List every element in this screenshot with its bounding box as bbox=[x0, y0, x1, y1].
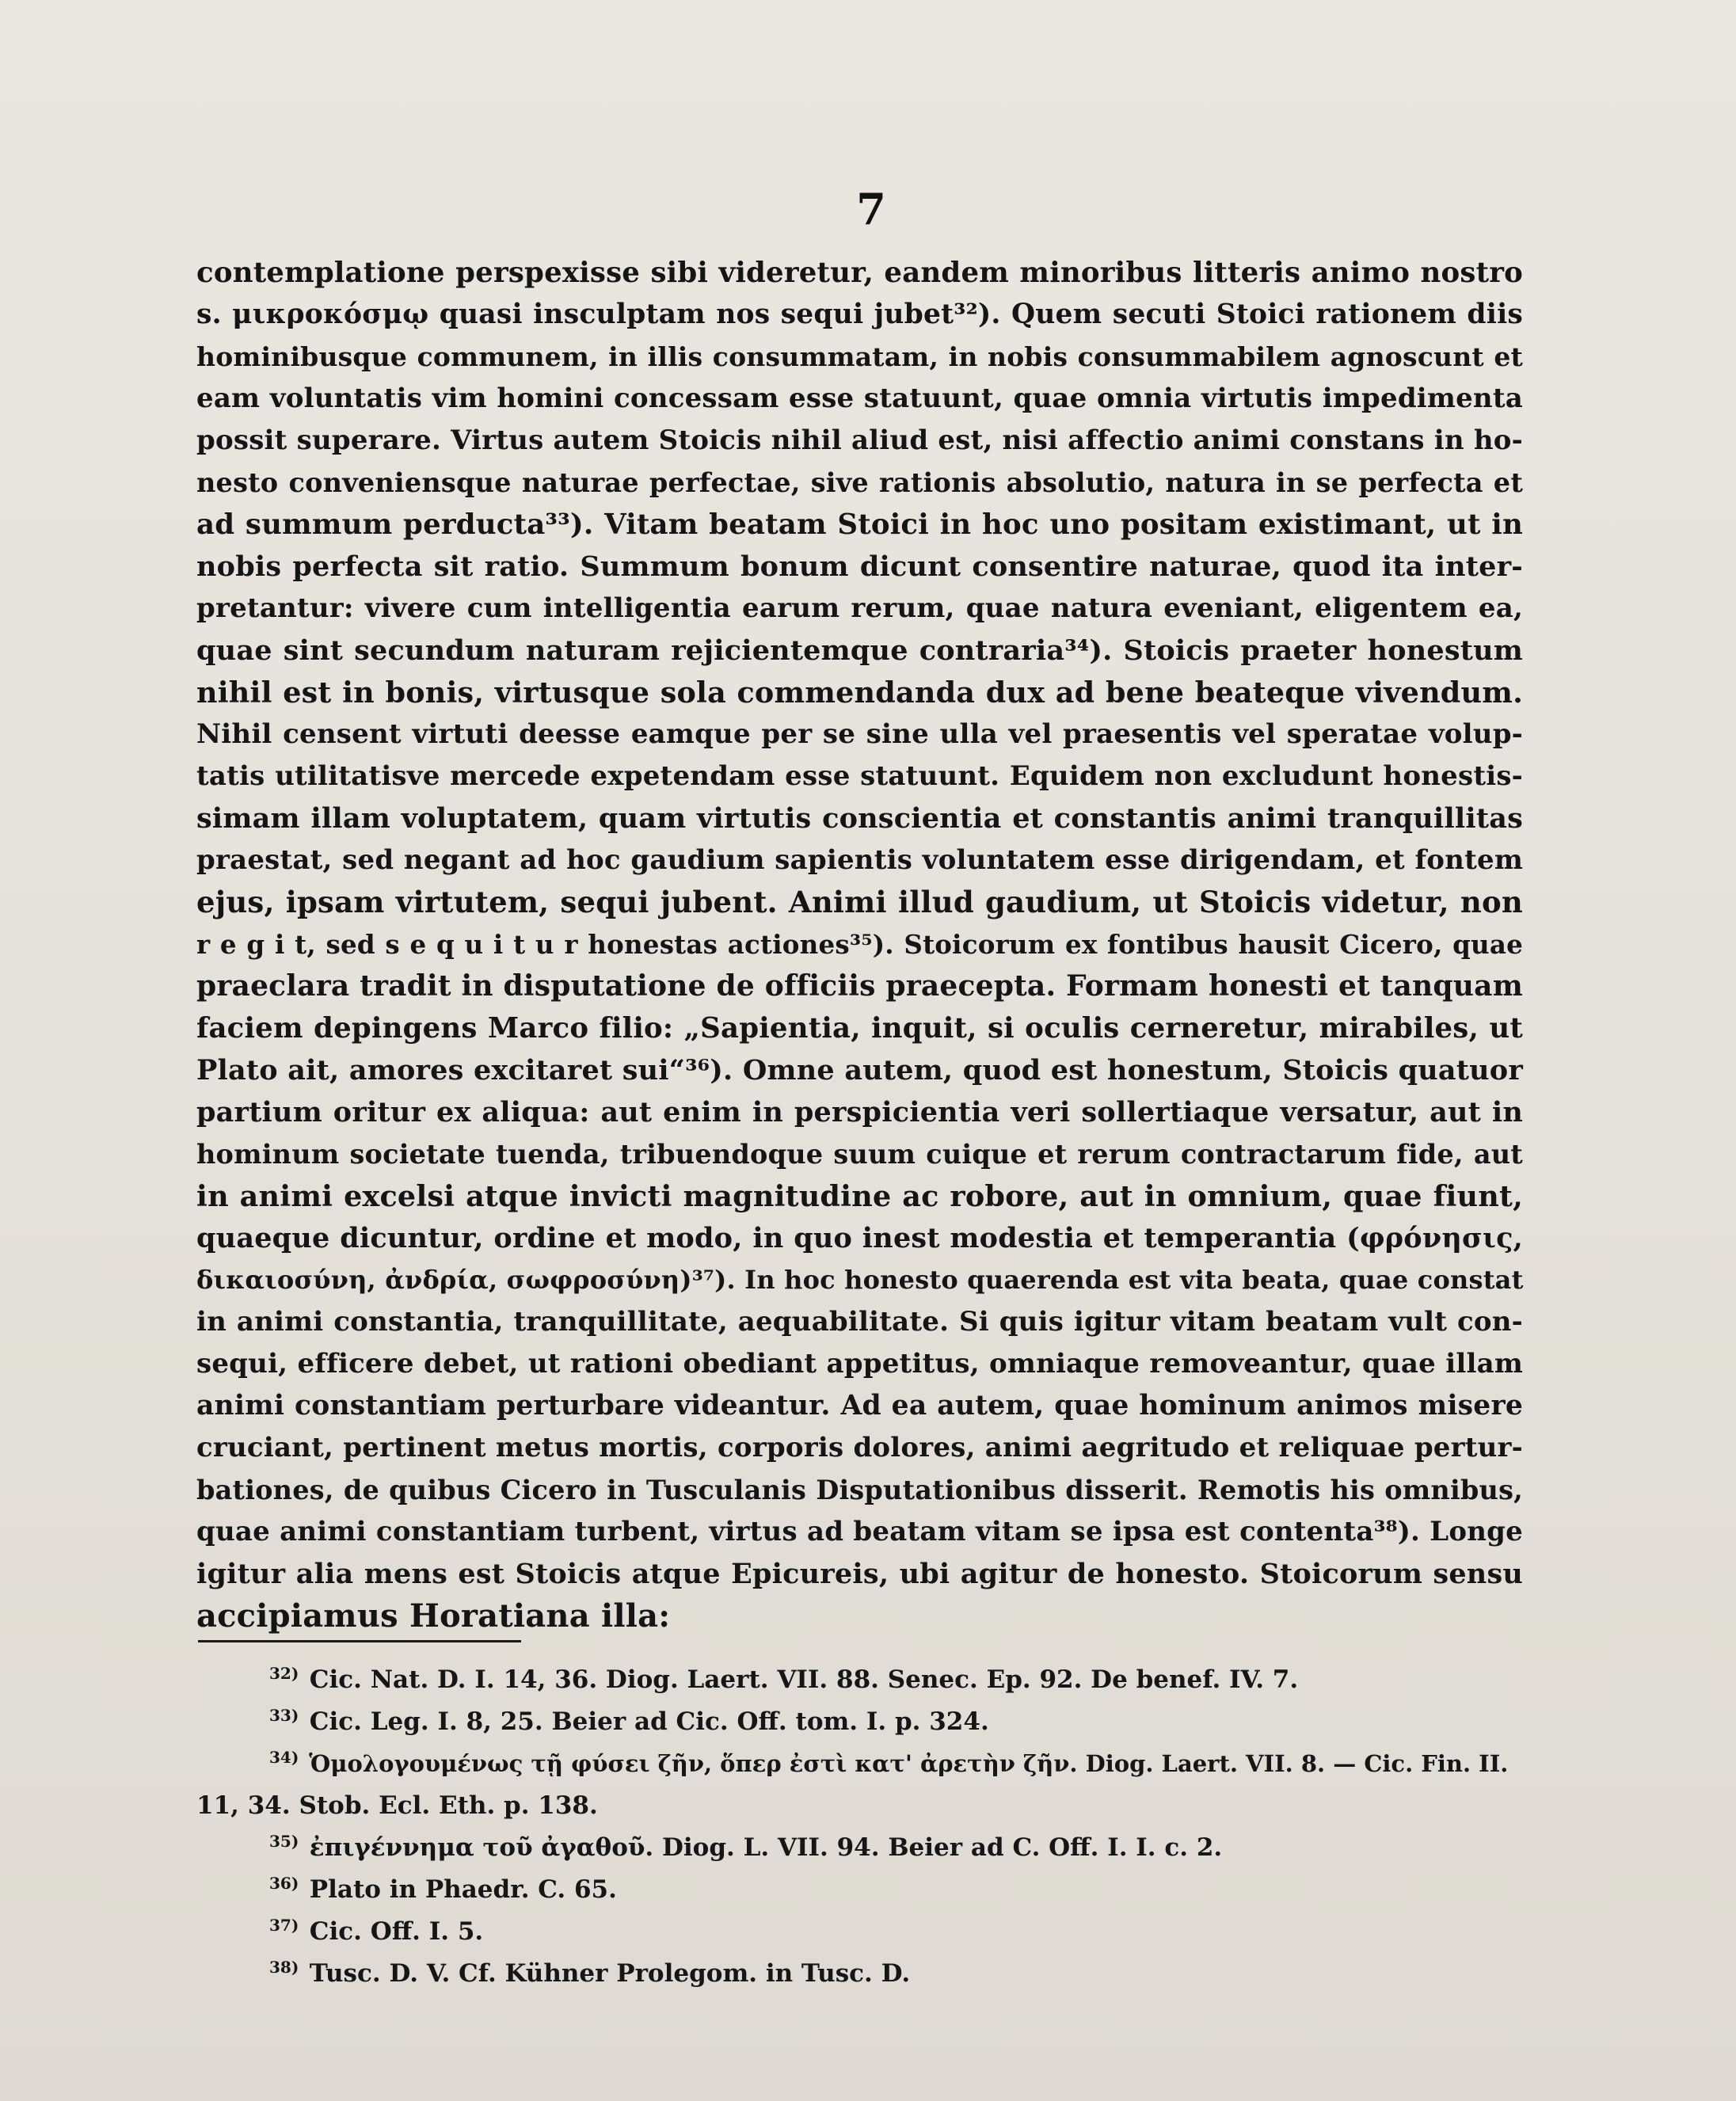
text-line: cruciant, pertinent metus mortis, corporis dolores, animi aegritudo et reliquae pertur- bbox=[196, 1432, 1523, 1463]
footnote-text: Ὁμολογουμένως τῇ φύσει ζῆν, ὅπερ ἐστὶ κατ' ἀρετὴν ζῆν. Diog. Laert. VII. 8. — Cic. Fin. II. bbox=[309, 1750, 1509, 1777]
text-line: s. μικροκόσμῳ quasi insculptam nos sequi jubet³²). Quem secuti Stoici rationem diis bbox=[196, 299, 1523, 330]
footnote: 34) Ὁμολογουμένως τῇ φύσει ζῆν, ὅπερ ἐστὶ κατ' ἀρετὴν ζῆν. Diog. Laert. VII. 8. — Cic. Fin. II. bbox=[269, 1748, 1509, 1777]
text-line: nesto conveniensque naturae perfectae, sive rationis absolutio, natura in se perfecta et bbox=[196, 467, 1523, 498]
text-line: quae animi constantiam turbent, virtus ad beatam vitam se ipsa est contenta³⁸). Longe bbox=[196, 1516, 1523, 1547]
text-line: δικαιοσύνη, ἀνδρία, σωφροσύνη)³⁷). In hoc honesto quaerenda est vita beata, quae constat bbox=[196, 1265, 1524, 1295]
text-line: nobis perfecta sit ratio. Summum bonum dicunt consentire naturae, quod ita inter- bbox=[196, 550, 1523, 583]
text-line: nihil est in bonis, virtusque sola commendanda dux ad bene beateque vivendum. bbox=[196, 676, 1523, 710]
footnote: 37) Cic. Off. I. 5. bbox=[269, 1915, 484, 1946]
text-line: faciem depingens Marco filio: „Sapientia, inquit, si oculis cerneretur, mirabiles, ut bbox=[196, 1012, 1523, 1045]
text-line: accipiamus Horatiana illa: bbox=[196, 1597, 671, 1635]
footnote-text: Cic. Nat. D. I. 14, 36. Diog. Laert. VII. 88. Senec. Ep. 92. De benef. IV. 7. bbox=[309, 1665, 1299, 1694]
footnote: 38) Tusc. D. V. Cf. Kühner Prolegom. in Tusc. D. bbox=[269, 1957, 911, 1988]
text-line: eam voluntatis vim homini concessam esse statuunt, quae omnia virtutis impedimenta bbox=[196, 383, 1523, 414]
footnote-text: Tusc. D. V. Cf. Kühner Prolegom. in Tusc. D. bbox=[309, 1959, 911, 1988]
text-line: hominum societate tuenda, tribuendoque suum cuique et rerum contractarum fide, aut bbox=[196, 1139, 1523, 1170]
text-line: praestat, sed negant ad hoc gaudium sapientis voluntatem esse dirigendam, et fontem bbox=[196, 844, 1523, 876]
text-line: partium oritur ex aliqua: aut enim in perspicientia veri sollertiaque versatur, aut in bbox=[196, 1096, 1523, 1129]
footnote: 33) Cic. Leg. I. 8, 25. Beier ad Cic. Off. tom. I. p. 324. bbox=[269, 1705, 989, 1736]
text-line: quae sint secundum naturam rejicientemque contraria³⁴). Stoicis praeter honestum bbox=[196, 634, 1523, 667]
text-line: contemplatione perspexisse sibi videretur, eandem minoribus litteris animo nostro bbox=[196, 257, 1523, 289]
footnote-text: Cic. Off. I. 5. bbox=[309, 1917, 484, 1946]
text-line: ejus, ipsam virtutem, sequi jubent. Animi illud gaudium, ut Stoicis videtur, non bbox=[196, 885, 1523, 919]
text-line: hominibusque communem, in illis consummatam, in nobis consummabilem agnoscunt et bbox=[196, 341, 1523, 372]
footnote: 36) Plato in Phaedr. C. 65. bbox=[269, 1873, 617, 1904]
text-line: animi constantiam perturbare videantur. Ad ea autem, quae hominum animos misere bbox=[196, 1390, 1523, 1422]
footnotes bbox=[196, 1659, 1523, 1995]
text-line: simam illam voluptatem, quam virtutis conscientia et constantis animi tranquillitas bbox=[196, 802, 1523, 835]
text-line: pretantur: vivere cum intelligentia earum rerum, quae natura eveniant, eligentem ea, bbox=[196, 592, 1523, 624]
footnote-divider bbox=[198, 1640, 521, 1642]
text-line: sequi, efficere debet, ut rationi obediant appetitus, omniaque removeantur, quae illam bbox=[196, 1348, 1523, 1380]
footnote-text: Plato in Phaedr. C. 65. bbox=[309, 1875, 617, 1904]
text-line: bationes, de quibus Cicero in Tusculanis Disputationibus disserit. Remotis his omnibus, bbox=[196, 1475, 1523, 1505]
page-number: 7 bbox=[856, 184, 886, 234]
footnote-text: 11, 34. Stob. Ecl. Eth. p. 138. bbox=[196, 1791, 598, 1820]
text-line: quaeque dicuntur, ordine et modo, in quo inest modestia et temperantia (φρόνησις, bbox=[196, 1222, 1523, 1254]
footnote: 35) ἐπιγέννημα τοῦ ἀγαθοῦ. Diog. L. VII. 94. Beier ad C. Off. I. I. c. 2. bbox=[269, 1831, 1223, 1862]
footnote-continuation bbox=[196, 1785, 1523, 1827]
text-line: praeclara tradit in disputatione de officiis praecepta. Formam honesti et tanquam bbox=[196, 969, 1523, 1003]
text-line: Nihil censent virtuti deesse eamque per se sine ulla vel praesentis vel speratae volup- bbox=[196, 718, 1523, 750]
text-line: in animi excelsi atque invicti magnitudine ac robore, aut in omnium, quae fiunt, bbox=[196, 1179, 1523, 1213]
body-text bbox=[196, 252, 1523, 1637]
text-line: in animi constantia, tranquillitate, aequabilitate. Si quis igitur vitam beatam vult con- bbox=[196, 1306, 1523, 1338]
text-line: Plato ait, amores excitaret sui“³⁶). Omne autem, quod est honestum, Stoicis quatuor bbox=[196, 1054, 1523, 1087]
text-line: possit superare. Virtus autem Stoicis nihil aliud est, nisi affectio animi constans in ho- bbox=[196, 424, 1523, 456]
text-line: tatis utilitatisve mercede expetendam esse statuunt. Equidem non excludunt honestis- bbox=[196, 760, 1523, 792]
footnote: 32) Cic. Nat. D. I. 14, 36. Diog. Laert. VII. 88. Senec. Ep. 92. De benef. IV. 7. bbox=[269, 1663, 1299, 1694]
footnote-text: ἐπιγέννημα τοῦ ἀγαθοῦ. Diog. L. VII. 94. Beier ad C. Off. I. I. c. 2. bbox=[309, 1833, 1223, 1862]
text-line: r e g i t, sed s e q u i t u r honestas actiones³⁵). Stoicorum ex fontibus hausit Cicero, quae bbox=[196, 929, 1523, 960]
text-line: ad summum perducta³³). Vitam beatam Stoici in hoc uno positam existimant, ut in bbox=[196, 508, 1523, 541]
text-line: igitur alia mens est Stoicis atque Epicureis, ubi agitur de honesto. Stoicorum sensu bbox=[196, 1558, 1523, 1590]
footnote-text: Cic. Leg. I. 8, 25. Beier ad Cic. Off. tom. I. p. 324. bbox=[309, 1707, 989, 1736]
